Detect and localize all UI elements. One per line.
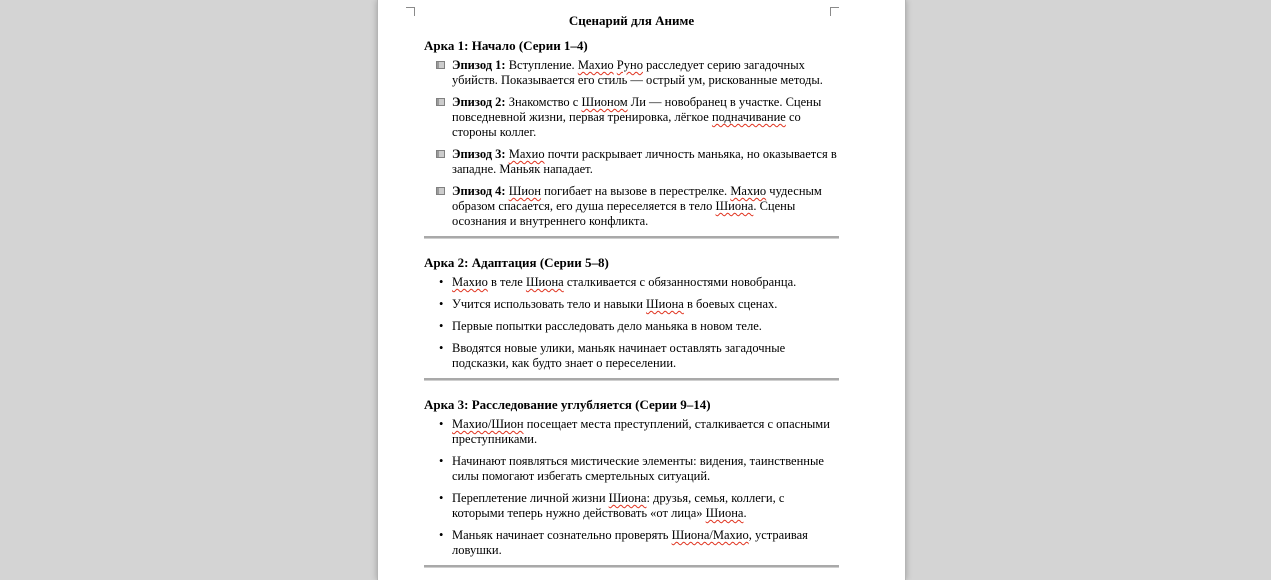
bullet-icon: • <box>439 528 444 542</box>
horizontal-rule <box>424 565 839 568</box>
bullet-icon: • <box>439 297 444 311</box>
list-item[interactable] <box>439 417 839 447</box>
bullet-icon: • <box>439 491 444 505</box>
bullet-list <box>424 275 839 371</box>
list-item[interactable] <box>439 319 839 334</box>
text-run: погибает на вызове в перестрелке. <box>540 184 731 198</box>
misspelled-text: Махио/Шион <box>452 417 524 431</box>
bullet-icon: • <box>439 454 444 468</box>
sections <box>424 38 839 568</box>
misspelled-text: Руно <box>616 58 643 72</box>
text-run: Вступление. <box>505 58 578 72</box>
section-heading[interactable]: Арка 3: Расследование углубляется (Серии 9–14) <box>424 397 711 412</box>
list-item[interactable] <box>439 454 839 484</box>
text-run: Вводятся новые улики, маньяк начинает оставлять загадочные подсказки, как будто знает о переселении. <box>452 341 786 370</box>
horizontal-rule <box>424 378 839 381</box>
list-item[interactable] <box>439 275 839 290</box>
text-run: почти раскрывает личность маньяка, но оказывается в западне. Маньяк нападает. <box>452 147 837 176</box>
misspelled-text: Махио <box>730 184 767 198</box>
section-heading[interactable]: Арка 1: Начало (Серии 1–4) <box>424 38 588 53</box>
list-item[interactable] <box>452 58 839 88</box>
misspelled-text: Шиона <box>715 199 754 213</box>
text-run: Переплетение личной жизни <box>452 491 609 505</box>
misspelled-text: Шиона <box>705 506 744 520</box>
bullet-icon: • <box>439 319 444 333</box>
misspelled-text: Шиона <box>525 275 564 289</box>
square-image-bullet-icon <box>436 187 445 195</box>
list-item[interactable] <box>439 341 839 371</box>
bullet-list <box>424 58 839 229</box>
text-run: в боевых сценах. <box>683 297 778 311</box>
text-run: в теле <box>487 275 526 289</box>
list-item[interactable] <box>439 297 839 312</box>
text-run: : друзья, семья, коллеги, с которыми теперь нужно действовать «от лица» <box>452 491 785 520</box>
misspelled-text: Махио <box>577 58 614 72</box>
text-run: Начинают появляться мистические элементы: видения, таинственные силы помогают избегать смертельных ситуаций. <box>452 454 824 483</box>
square-image-bullet-icon <box>436 61 445 69</box>
text-run: Знакомство с <box>505 95 582 109</box>
list-item[interactable] <box>452 184 839 229</box>
margin-corner-mark-left-icon <box>406 7 415 16</box>
document-page[interactable] <box>377 0 906 580</box>
square-image-bullet-icon <box>436 150 445 158</box>
text-run: . <box>743 506 747 520</box>
text-run: Ли — новобранец в участке. Сцены повседневной жизни, первая тренировка, лёгкое <box>452 95 822 124</box>
misspelled-text: Шион <box>508 184 541 198</box>
bold-text: Эпизод 2: <box>452 95 506 109</box>
misspelled-text: Махио <box>508 147 545 161</box>
text-run: чудесным образом спасается, его душа переселяется в тело <box>452 184 822 213</box>
misspelled-text: Шионом <box>581 95 628 109</box>
bullet-icon: • <box>439 275 444 289</box>
misspelled-text: Шиона <box>608 491 647 505</box>
list-item[interactable] <box>439 528 839 558</box>
text-run: Учится использовать тело и навыки <box>452 297 647 311</box>
document-content[interactable] <box>424 0 839 570</box>
horizontal-rule <box>424 236 839 239</box>
text-run: посещает места преступлений, сталкивается с опасными преступниками. <box>452 417 830 446</box>
text-run: Первые попытки расследовать дело маньяка в новом теле. <box>452 319 762 333</box>
text-run: сталкивается с обязанностями новобранца. <box>563 275 797 289</box>
list-item[interactable] <box>452 147 839 177</box>
misspelled-text: Махио <box>452 275 488 289</box>
list-item[interactable] <box>439 491 839 521</box>
text-run: , устраивая ловушки. <box>452 528 808 557</box>
bold-text: Эпизод 4: <box>452 184 506 198</box>
misspelled-text: Шиона <box>646 297 684 311</box>
bold-text: Эпизод 3: <box>452 147 506 161</box>
text-run: расследует серию загадочных убийств. Показывается его стиль — острый ум, рискованные методы. <box>452 58 823 87</box>
text-run: . Сцены осознания и внутреннего конфликта. <box>452 199 796 228</box>
list-item[interactable] <box>452 95 839 140</box>
bold-text: Эпизод 1: <box>452 58 506 72</box>
text-run: Маньяк начинает сознательно проверять <box>452 528 672 542</box>
text-run: со стороны коллег. <box>452 110 801 139</box>
misspelled-text: Шиона/Махио <box>671 528 749 542</box>
misspelled-text: подначивание <box>711 110 786 124</box>
document-title: Сценарий для Аниме <box>568 13 695 28</box>
square-image-bullet-icon <box>436 98 445 106</box>
bullet-icon: • <box>439 341 444 355</box>
section-heading[interactable]: Арка 2: Адаптация (Серии 5–8) <box>424 255 609 270</box>
bullet-list <box>424 417 839 558</box>
bullet-icon: • <box>439 417 444 431</box>
